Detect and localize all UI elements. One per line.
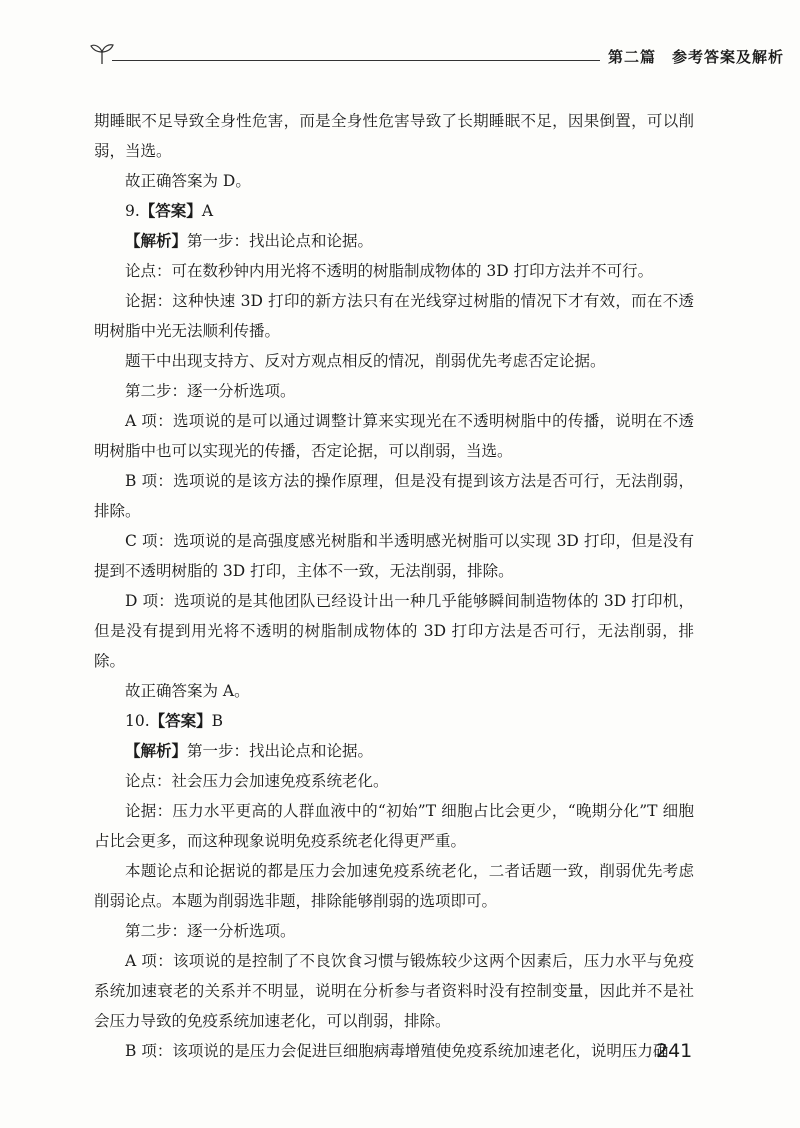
page-body bbox=[94, 106, 694, 1066]
analysis-label: 【解析】 bbox=[125, 741, 188, 760]
paragraph: 论据：压力水平更高的人群血液中的“初始”T 细胞占比会更少，“晚期分化”T 细胞占比会更多，而这种现象说明免疫系统老化得更严重。 bbox=[94, 802, 694, 850]
paragraph: 期睡眠不足导致全身性危害，而是全身性危害导致了长期睡眠不足，因果倒置，可以削弱，当选。 bbox=[94, 112, 694, 160]
answer-label: 【答案】 bbox=[139, 201, 202, 220]
header-rule bbox=[112, 60, 600, 61]
paragraph: 题干中出现支持方、反对方观点相反的情况，削弱优先考虑否定论据。 bbox=[125, 352, 606, 370]
paragraph: 故正确答案为 D。 bbox=[125, 172, 251, 190]
running-header bbox=[90, 40, 785, 70]
paragraph: B 项：选项说的是该方法的操作原理，但是没有提到该方法是否可行，无法削弱，排除。 bbox=[94, 472, 694, 520]
paragraph: 第二步：逐一分析选项。 bbox=[125, 922, 296, 940]
sprout-icon bbox=[90, 40, 114, 66]
paragraph: 论据：这种快速 3D 打印的新方法只有在光线穿过树脂的情况下才有效，而在不透明树脂中光无法顺利传播。 bbox=[94, 292, 694, 340]
question-number: 10. bbox=[125, 712, 150, 730]
question-number: 9. bbox=[125, 202, 140, 220]
paragraph: 论点：社会压力会加速免疫系统老化。 bbox=[125, 772, 389, 790]
paragraph: A 项：该项说的是控制了不良饮食习惯与锻炼较少这两个因素后，压力水平与免疫系统加速衰老的关系并不明显，说明在分析参与者资料时没有控制变量，因此并不是社会压力导致的免疫系统加速老化，可以削弱，排除。 bbox=[94, 952, 694, 1030]
question-9-analysis bbox=[94, 226, 694, 256]
analysis-label: 【解析】 bbox=[125, 231, 188, 250]
paragraph: B 项：该项说的是压力会促进巨细胞病毒增殖使免疫系统加速老化，说明压力确 bbox=[125, 1042, 669, 1060]
answer-label: 【答案】 bbox=[149, 711, 212, 730]
question-10-analysis bbox=[94, 736, 694, 766]
page-number: 241 bbox=[656, 1040, 693, 1062]
analysis-text: 第一步：找出论点和论据。 bbox=[187, 232, 374, 250]
paragraph: D 项：选项说的是其他团队已经设计出一种几乎能够瞬间制造物体的 3D 打印机，但是没有提到用光将不透明的树脂制成物体的 3D 打印方法是否可行，无法削弱，排除。 bbox=[94, 592, 694, 670]
answer-value: A bbox=[201, 202, 214, 220]
answer-value: B bbox=[211, 712, 224, 730]
paragraph: A 项：选项说的是可以通过调整计算来实现光在不透明树脂中的传播，说明在不透明树脂中也可以实现光的传播，否定论据，可以削弱，当选。 bbox=[94, 412, 694, 460]
paragraph: 故正确答案为 A。 bbox=[125, 682, 250, 700]
question-9-answer bbox=[94, 196, 694, 226]
analysis-text: 第一步：找出论点和论据。 bbox=[187, 742, 374, 760]
question-10-answer bbox=[94, 706, 694, 736]
paragraph: 论点：可在数秒钟内用光将不透明的树脂制成物体的 3D 打印方法并不可行。 bbox=[125, 262, 654, 280]
paragraph: 本题论点和论据说的都是压力会加速免疫系统老化，二者话题一致，削弱优先考虑削弱论点。本题为削弱选非题，排除能够削弱的选项即可。 bbox=[94, 862, 694, 910]
header-title: 第二篇 参考答案及解析 bbox=[608, 48, 785, 66]
paragraph: 第二步：逐一分析选项。 bbox=[125, 382, 296, 400]
paragraph: C 项：选项说的是高强度感光树脂和半透明感光树脂可以实现 3D 打印，但是没有提到不透明树脂的 3D 打印，主体不一致，无法削弱，排除。 bbox=[94, 532, 694, 580]
